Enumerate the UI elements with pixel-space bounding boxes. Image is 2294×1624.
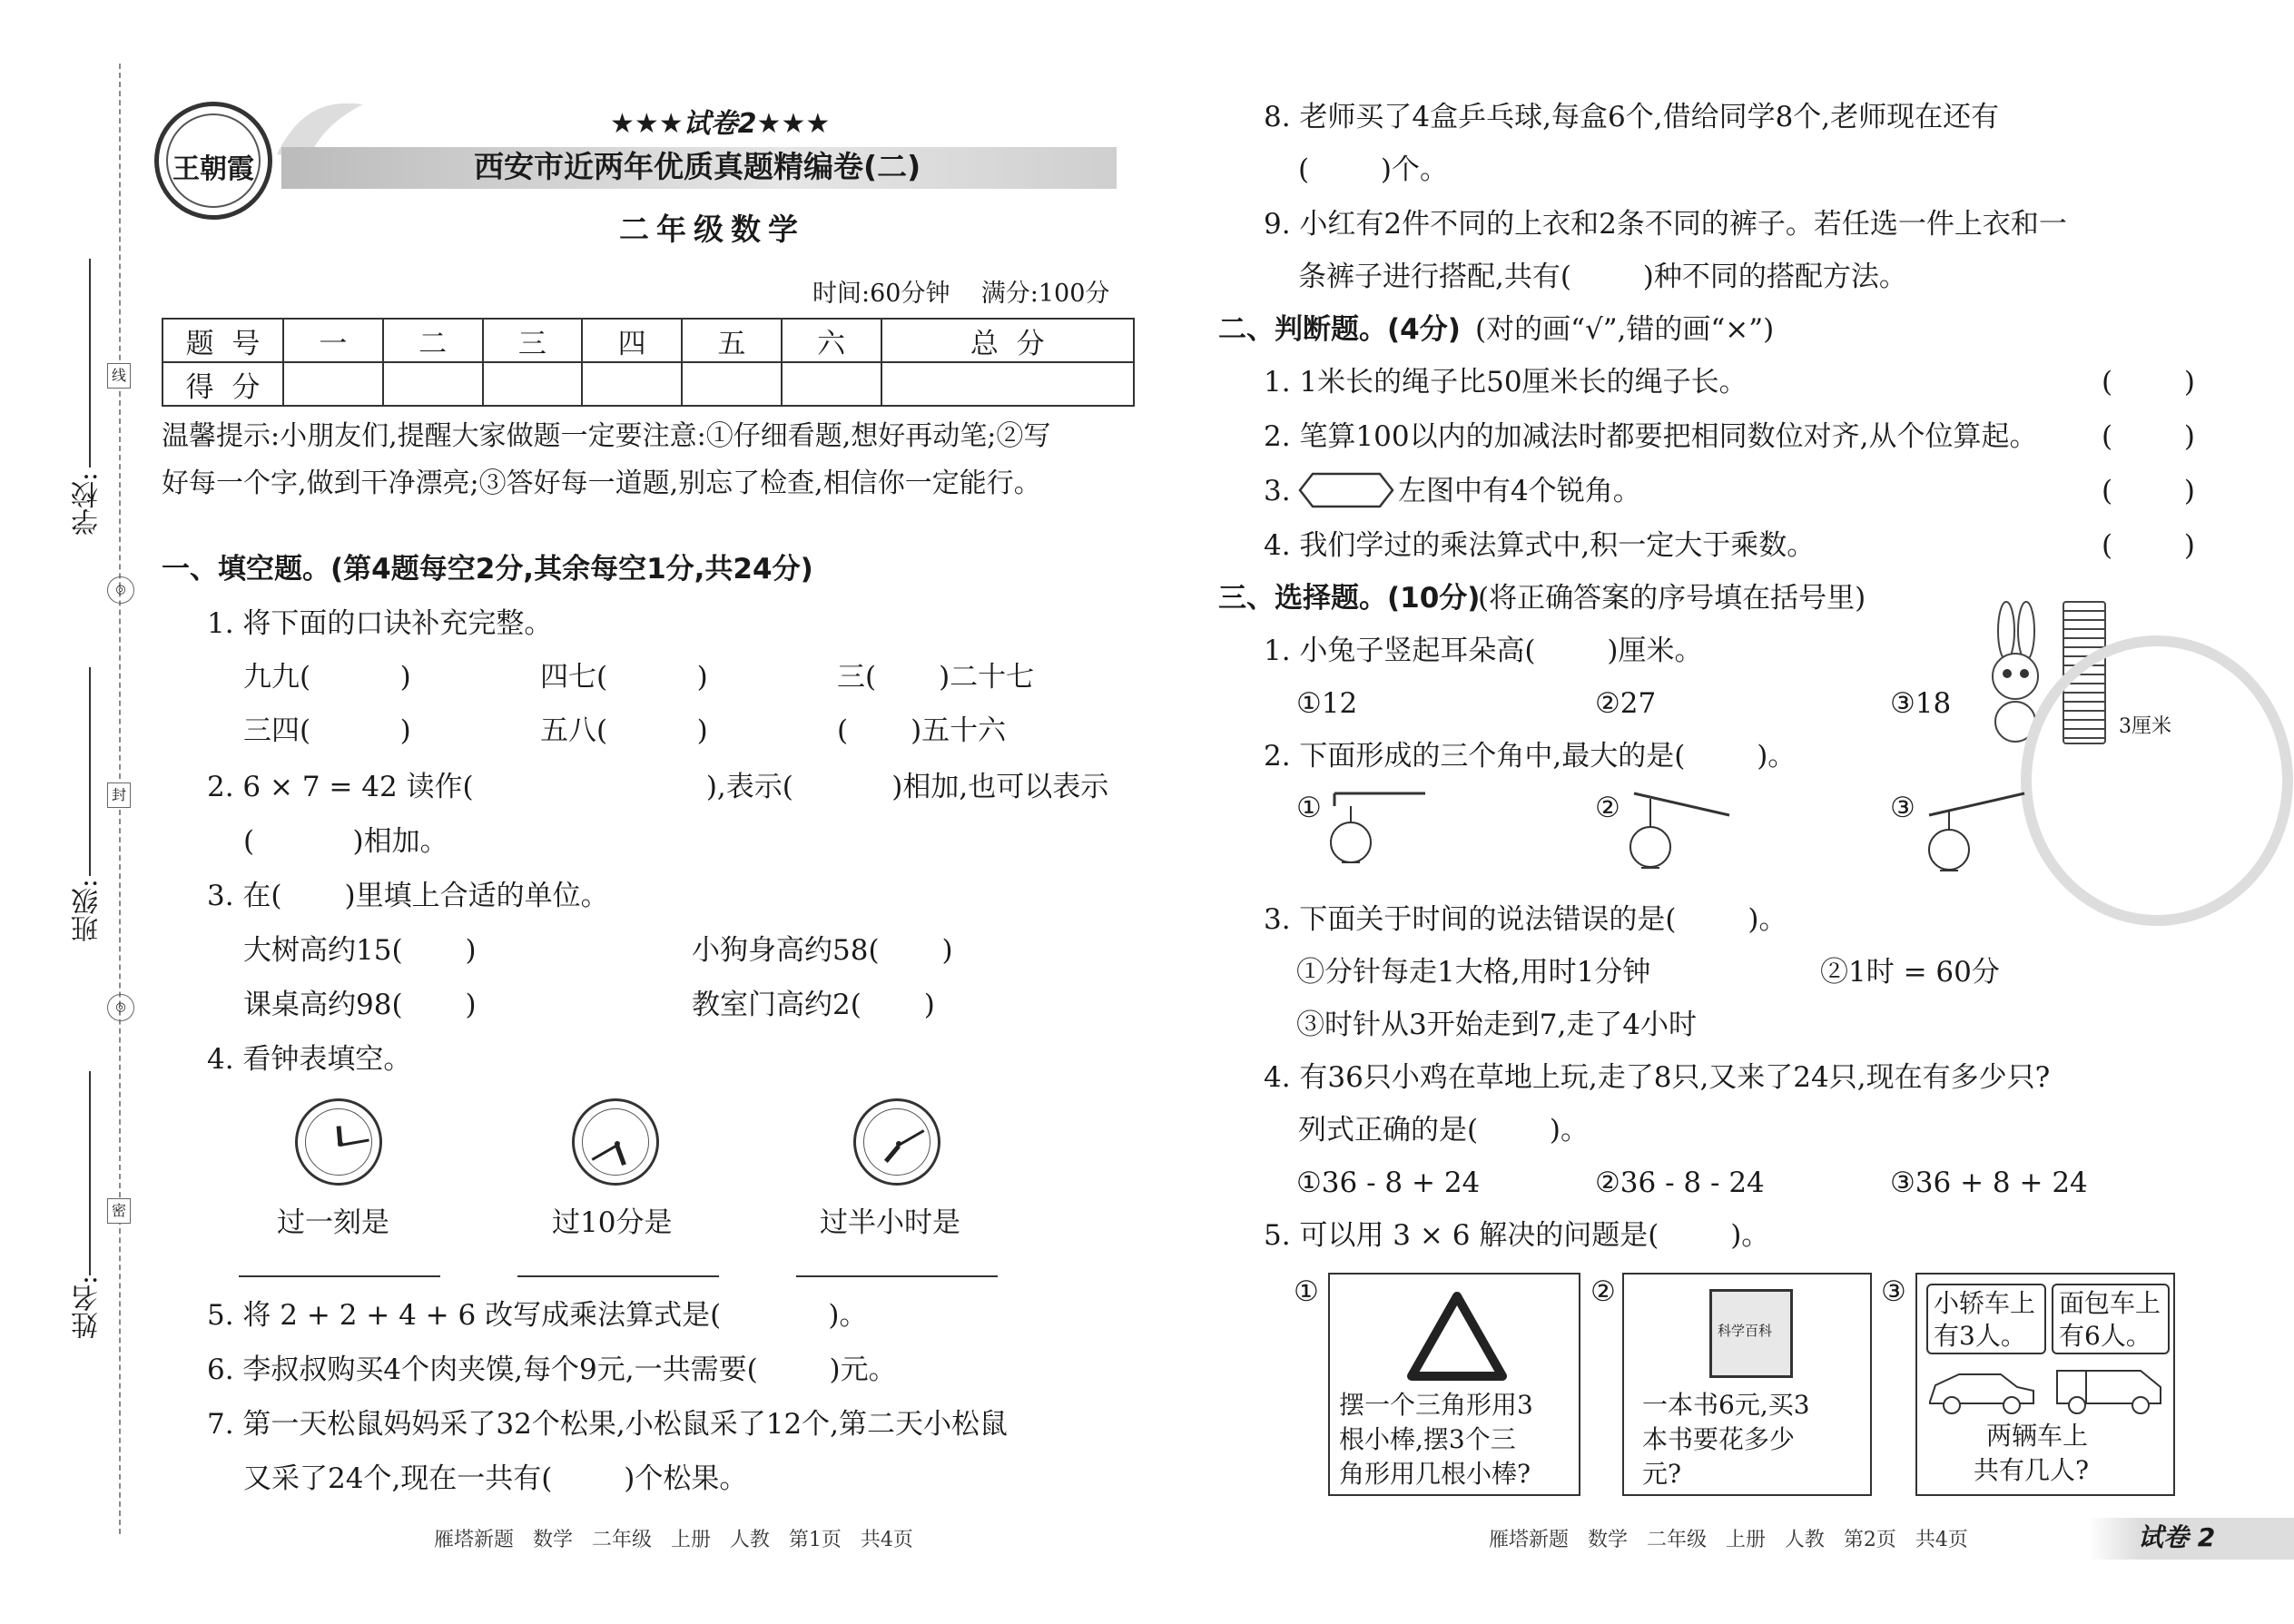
bubble-text: 有3人。 <box>1934 1321 2026 1351</box>
book-title: 科学百科 <box>1718 1323 1773 1339</box>
section-title: 三、选择题。(10分) <box>1218 582 1481 615</box>
box-text: 角形用几根小棒? <box>1339 1459 1531 1489</box>
question-text[interactable]: 2. 下面形成的三个角中,最大的是( )。 <box>1264 740 1797 773</box>
box-text: 根小棒,摆3个三 <box>1339 1424 1516 1454</box>
judge-item: 4. 我们学过的乘法算式中,积一定大于乘数。 <box>1264 529 1816 562</box>
bubble-text: 面包车上 <box>2059 1288 2161 1318</box>
judge-item-text: 左图中有4个锐角。 <box>1398 475 1641 507</box>
question-text[interactable]: 3. 下面关于时间的说法错误的是( )。 <box>1264 903 1787 936</box>
table-header-cell: 总 分 <box>881 319 1135 362</box>
option[interactable]: ②27 <box>1595 687 1657 720</box>
page-footer: 雁塔新题 数学 二年级 上册 人教 第1页 共4页 <box>434 1529 913 1551</box>
question-text[interactable]: 列式正确的是( )。 <box>1298 1114 1590 1147</box>
question-text[interactable]: 条裤子进行搭配,共有( )种不同的搭配方法。 <box>1298 261 1907 293</box>
clock-caption: 过一刻是 <box>277 1206 389 1239</box>
question-text[interactable]: 5. 可以用 3 × 6 解决的问题是( )。 <box>1264 1219 1770 1252</box>
fill-item[interactable]: 小狗身高约58( ) <box>692 934 953 967</box>
fill-item[interactable]: ( )五十六 <box>837 714 1007 747</box>
class-field[interactable] <box>89 667 91 876</box>
box-text: 两辆车上 <box>1986 1421 2089 1451</box>
school-field[interactable] <box>89 259 91 468</box>
option[interactable]: ②36 - 8 - 24 <box>1595 1166 1765 1199</box>
table-header-cell: 五 <box>682 319 782 362</box>
class-label: 班级: <box>72 879 103 943</box>
option[interactable]: ①12 <box>1296 687 1358 720</box>
stack-label: 3厘米 <box>2119 715 2171 738</box>
car-icon <box>1923 1363 2041 1418</box>
table-header-cell: 六 <box>782 319 881 362</box>
score-cell[interactable] <box>383 362 483 406</box>
fill-item[interactable]: 三四( ) <box>243 714 411 747</box>
box-text: 元? <box>1642 1459 1682 1489</box>
fill-item[interactable]: 五八( ) <box>540 714 708 747</box>
option[interactable]: ①36 - 8 + 24 <box>1296 1166 1481 1199</box>
score-cell[interactable] <box>881 362 1135 406</box>
judge-item: 2. 笔算100以内的加减法时都要把相同数位对齐,从个位算起。 <box>1264 420 2038 453</box>
table-row <box>162 319 1134 362</box>
score-cell[interactable] <box>682 362 782 406</box>
box-text: 一本书6元,买3 <box>1642 1390 1810 1420</box>
option[interactable]: ②1时 = 60分 <box>1820 956 2000 989</box>
name-label: 姓名: <box>72 1275 103 1340</box>
clock-icon <box>572 1098 659 1186</box>
logo-text: 王朝霞 <box>172 153 254 185</box>
section-note: (将正确答案的序号填在括号里) <box>1478 582 1866 615</box>
score-cell[interactable] <box>283 362 383 406</box>
question-text: 8. 老师买了4盒乒乓球,每盒6个,借给同学8个,老师现在还有 <box>1264 101 2000 133</box>
score-cell[interactable] <box>782 362 881 406</box>
bubble-text: 有6人。 <box>2059 1321 2151 1351</box>
section-title: 二、判断题。(4分) <box>1218 313 1461 346</box>
section-title: 一、填空题。(第4题每空2分,其余每空1分,共24分) <box>162 553 813 586</box>
school-label: 学校: <box>72 472 103 536</box>
table-header-cell: 四 <box>582 319 682 362</box>
watermark-seal <box>2021 635 2293 926</box>
paper-label: ★★★试卷2★★★ <box>610 108 831 140</box>
binding-margin <box>0 0 136 1624</box>
option-label[interactable]: ② <box>1590 1275 1616 1308</box>
question-text[interactable]: 1. 小兔子竖起耳朵高( )厘米。 <box>1264 635 1703 667</box>
option-label[interactable]: ③ <box>1890 792 1915 824</box>
question-text: 4. 看钟表填空。 <box>207 1043 412 1076</box>
question-text[interactable]: ( )个。 <box>1298 153 1449 186</box>
question-text: 7. 第一天松鼠妈妈采了32个松果,小松鼠采了12个,第二天小松鼠 <box>207 1408 1009 1441</box>
fill-item[interactable]: 教室门高约2( ) <box>692 989 935 1021</box>
name-field[interactable] <box>89 1071 91 1275</box>
question-text[interactable]: 3. 在( )里填上合适的单位。 <box>207 880 609 912</box>
fill-item[interactable]: 课桌高约98( ) <box>243 989 477 1021</box>
judge-item: 3. <box>1264 475 1300 507</box>
option[interactable]: ③18 <box>1890 687 1952 720</box>
table-header-cell: 三 <box>483 319 583 362</box>
question-text[interactable]: 2. 6 × 7 = 42 读作( ),表示( )相加,也可以表示 <box>207 771 1109 803</box>
score-table <box>162 318 1135 407</box>
judge-bracket[interactable]: ( ) <box>2102 529 2196 562</box>
option-box[interactable] <box>1328 1273 1580 1496</box>
page-footer: 雁塔新题 数学 二年级 上册 人教 第2页 共4页 <box>1489 1529 1968 1551</box>
tip-line: 好每一个字,做到干净漂亮;③答好每一道题,别忘了检查,相信你一定能行。 <box>162 468 1041 499</box>
clock-caption: 过10分是 <box>552 1206 673 1239</box>
table-row <box>162 362 1134 406</box>
speech-bubble <box>1926 1284 2046 1354</box>
answer-line[interactable] <box>517 1275 719 1277</box>
option-box[interactable] <box>1915 1273 2175 1496</box>
lantern-angle-icon <box>1920 788 2029 888</box>
option[interactable]: ③时针从3开始走到7,走了4小时 <box>1296 1009 1698 1041</box>
hexagon-icon <box>1296 470 1396 510</box>
table-header-cell: 二 <box>383 319 483 362</box>
question-text[interactable]: 6. 李叔叔购买4个肉夹馍,每个9元,一共需要( )元。 <box>207 1353 897 1386</box>
option[interactable]: ③36 + 8 + 24 <box>1890 1166 2088 1199</box>
answer-line[interactable] <box>796 1275 998 1277</box>
question-text: 4. 有36只小鸡在草地上玩,走了8只,又来了24只,现在有多少只? <box>1264 1061 2051 1094</box>
option-label[interactable]: ① <box>1294 1275 1319 1308</box>
box-text: 摆一个三角形用3 <box>1339 1390 1533 1420</box>
fill-item[interactable]: 三( )二十七 <box>837 661 1035 694</box>
triangle-icon <box>1406 1291 1508 1382</box>
option-label[interactable]: ① <box>1296 792 1322 824</box>
clock-icon <box>295 1098 382 1186</box>
lantern-angle-icon <box>1325 788 1434 888</box>
score-cell[interactable] <box>483 362 583 406</box>
option-box[interactable] <box>1622 1273 1872 1496</box>
subject-title: 二年级数学 <box>619 212 805 247</box>
section-note: (对的画“√”,错的画“×”) <box>1475 313 1775 346</box>
table-header-cell: 一 <box>283 319 383 362</box>
table-header-cell: 题 号 <box>162 319 283 362</box>
seal-mark-mi: 密 <box>107 1198 131 1224</box>
paper-title: 西安市近两年优质真题精编卷(二) <box>474 149 921 184</box>
book-icon <box>1709 1289 1793 1378</box>
judge-item: 1. 1米长的绳子比50厘米长的绳子长。 <box>1264 366 1748 399</box>
bubble-text: 小轿车上 <box>1934 1288 2036 1318</box>
fill-item[interactable]: 九九( ) <box>243 661 411 694</box>
box-text: 本书要花多少 <box>1642 1424 1796 1454</box>
seal-mark-feng: 封 <box>107 782 131 808</box>
judge-bracket[interactable]: ( ) <box>2102 420 2196 453</box>
score-cell[interactable] <box>582 362 682 406</box>
tip-line: 温馨提示:小朋友们,提醒大家做题一定要注意:①仔细看题,想好再动笔;②写 <box>162 420 1051 452</box>
option-label[interactable]: ③ <box>1881 1275 1906 1308</box>
binding-hole-icon: ◎ <box>107 994 134 1021</box>
lantern-angle-icon <box>1625 788 1734 888</box>
logo-badge <box>154 102 272 220</box>
answer-line[interactable] <box>239 1275 440 1277</box>
footer-tag: 试卷 2 <box>2138 1522 2216 1552</box>
option-label[interactable]: ② <box>1595 792 1620 824</box>
time-info: 时间:60分钟 满分:100分 <box>812 280 1110 308</box>
table-row-label: 得 分 <box>162 362 283 406</box>
fill-item[interactable]: 四七( ) <box>540 661 708 694</box>
fill-item[interactable]: 大树高约15( ) <box>243 934 477 967</box>
question-text[interactable]: ( )相加。 <box>243 825 448 858</box>
binding-hole-icon: ◎ <box>107 576 134 604</box>
judge-bracket[interactable]: ( ) <box>2102 366 2196 399</box>
question-text[interactable]: 又采了24个,现在一共有( )个松果。 <box>243 1462 748 1495</box>
van-icon <box>2050 1358 2168 1418</box>
question-text: 1. 将下面的口诀补充完整。 <box>207 607 553 640</box>
question-text[interactable]: 5. 将 2 + 2 + 4 + 6 改写成乘法算式是( )。 <box>207 1299 868 1332</box>
clock-icon <box>853 1098 940 1186</box>
seal-mark-xian: 线 <box>107 363 131 389</box>
clock-caption: 过半小时是 <box>820 1206 960 1239</box>
option[interactable]: ①分针每走1大格,用时1分钟 <box>1296 956 1651 989</box>
question-text: 9. 小红有2件不同的上衣和2条不同的裤子。若任选一件上衣和一 <box>1264 208 2067 241</box>
judge-bracket[interactable]: ( ) <box>2102 475 2196 507</box>
speech-bubble <box>2052 1284 2170 1354</box>
box-text: 共有几人? <box>1974 1455 2090 1485</box>
